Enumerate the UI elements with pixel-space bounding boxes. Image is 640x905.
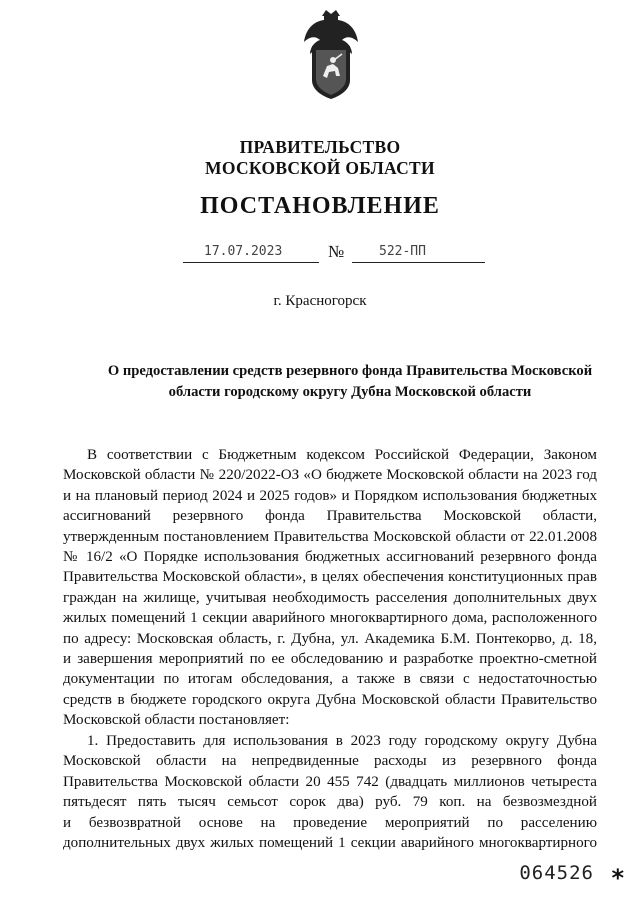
text-line: граждан на жилище, учитывая необходимость расселения дополнительных двух bbox=[63, 589, 597, 606]
coat-of-arms-emblem bbox=[300, 6, 362, 102]
date-number-line bbox=[0, 244, 640, 266]
text-line: Московской области на непредвиденные расходы из резервного фонда bbox=[63, 753, 597, 770]
subject-line: области городскому округу Дубна Московской области bbox=[168, 384, 532, 400]
subject-line: О предоставлении средств резервного фонда Правительства Московской bbox=[107, 363, 593, 379]
paragraph-item-1 bbox=[63, 731, 597, 853]
number-field bbox=[352, 244, 485, 263]
city-name: г. Красногорск bbox=[273, 293, 367, 309]
text-line: Правительства Московской области 20 455 742 (двадцать миллионов четыреста bbox=[63, 773, 597, 790]
text-line: № 16/2 «О Порядке использования бюджетных ассигнований резервного фонда bbox=[63, 549, 597, 566]
text-line: В соответствии с Бюджетным кодексом Российской Федерации, Законом bbox=[87, 447, 597, 463]
text-line: и на плановый период 2024 и 2025 годов» и Порядком использования бюджетных bbox=[63, 487, 597, 504]
text-line: 1. Предоставить для использования в 2023 году городскому округу Дубна bbox=[87, 733, 597, 749]
text-line: документации по итогам обследования, а также в связи с недостаточностью bbox=[63, 671, 597, 688]
government-title-line1: ПРАВИТЕЛЬСТВО bbox=[239, 137, 401, 157]
text-line: Московской области № 220/2022-ОЗ «О бюджете Московской области на 2023 год bbox=[63, 467, 597, 484]
paragraph-preamble bbox=[63, 445, 597, 731]
document-date: 17.07.2023 bbox=[204, 244, 283, 259]
government-title-line2: МОСКОВСКОЙ ОБЛАСТИ bbox=[205, 158, 435, 178]
text-line: Правительства Московской области», в целях обеспечения конституционных прав bbox=[63, 569, 597, 586]
document-number: 522-ПП bbox=[379, 244, 426, 259]
document-subject bbox=[95, 361, 605, 403]
text-line: по адресу: Московская область, г. Дубна, ул. Академика Б.М. Понтекорво, д. 18, bbox=[63, 630, 597, 647]
serial-number-stamp: 064526 bbox=[519, 862, 594, 884]
text-line: дополнительных двух жилых помещений 1 секции аварийного многоквартирного bbox=[63, 835, 597, 852]
text-line: утвержденным постановлением Правительства Московской области от 22.01.2008 bbox=[63, 528, 597, 545]
text-line: Московской области постановляет: bbox=[63, 712, 290, 729]
text-line: средств в бюджете городского округа Дубна Московской области Правительство bbox=[63, 691, 597, 708]
text-line: жилых помещений 1 секции аварийного многоквартирного дома, расположенного bbox=[63, 610, 597, 627]
date-field bbox=[183, 244, 319, 263]
text-line: и безвозвратной основе на проведение мероприятий по расселению bbox=[63, 814, 597, 831]
text-line: пятьдесят пять тысяч семьсот сорок два) руб. 79 коп. на безвозмездной bbox=[63, 794, 597, 811]
number-sign: № bbox=[328, 242, 345, 261]
text-line: ассигнований резервного фонда Правительства Московской области, bbox=[63, 508, 597, 525]
document-type-title: ПОСТАНОВЛЕНИЕ bbox=[200, 193, 440, 219]
text-line: и завершения мероприятий по ее обследованию и разработке проектно-сметной bbox=[63, 651, 597, 668]
asterisk-mark: * bbox=[611, 864, 624, 892]
